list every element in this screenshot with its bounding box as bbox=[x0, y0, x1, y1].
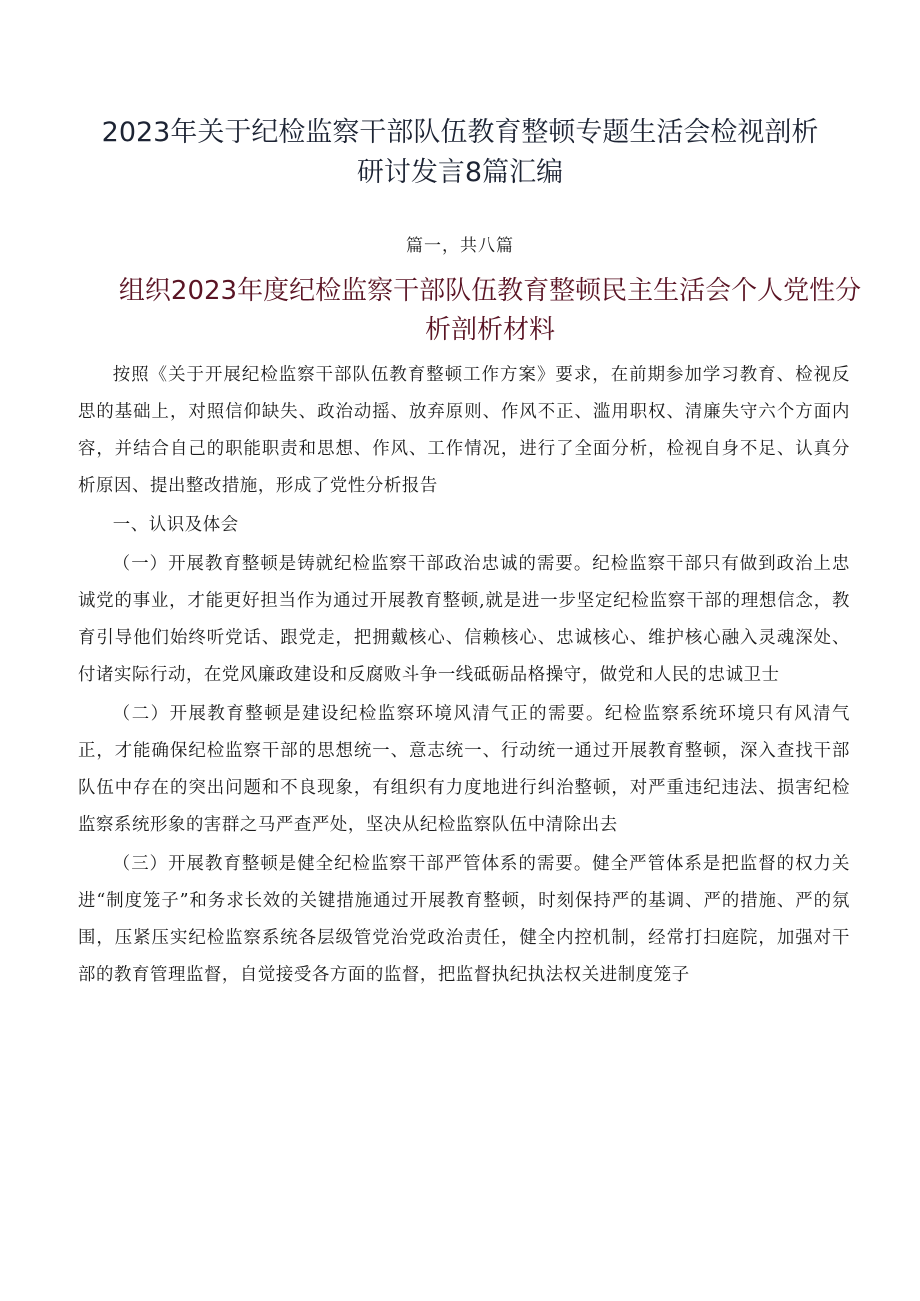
document-title: 2023年关于纪检监察干部队伍教育整顿专题生活会检视剖析研讨发言8篇汇编 bbox=[101, 117, 819, 188]
body-paragraph: （三）开展教育整顿是健全纪检监察干部严管体系的需要。健全严管体系是把监督的权力关进“制度笼子”和务求长效的关键措施通过开展教育整顿，时刻保持严的基调、严的措施、严的氛围，压紧压实纪检监察系统各层级管党治党政治责任，健全内控机制，经常打扫庭院，加强对干部的教育管理监督，自觉接受各方面的监督，把监督执纪执法权关进制度笼子 bbox=[78, 854, 850, 985]
document-body bbox=[78, 357, 850, 994]
article-title: 组织2023年度纪检监察干部队伍教育整顿民主生活会个人党性分析剖析材料 bbox=[118, 276, 862, 345]
body-paragraph: （一）开展教育整顿是铸就纪检监察干部政治忠诚的需要。纪检监察干部只有做到政治上忠诚党的事业，才能更好担当作为通过开展教育整顿,就是进一步坚定纪检监察干部的理想信念，教育引导他们始终听党话、跟党走，把拥戴核心、信赖核心、忠诚核心、维护核心融入灵魂深处、付诸实际行动，在党风廉政建设和反腐败斗争一线砥砺品格操守，做党和人民的忠诚卫士 bbox=[78, 554, 850, 685]
section-heading: 一、认识及体会 bbox=[112, 515, 239, 535]
section-label: 篇一，共八篇 bbox=[406, 236, 514, 256]
body-paragraph: （二）开展教育整顿是建设纪检监察环境风清气正的需要。纪检监察系统环境只有风清气正，才能确保纪检监察干部的思想统一、意志统一、行动统一通过开展教育整顿，深入查找干部队伍中存在的突出问题和不良现象，有组织有力度地进行纠治整顿，对严重违纪违法、损害纪检监察系统形象的害群之马严查严处，坚决从纪检监察队伍中清除出去 bbox=[78, 704, 850, 835]
intro-paragraph: 按照《关于开展纪检监察干部队伍教育整顿工作方案》要求，在前期参加学习教育、检视反思的基础上，对照信仰缺失、政治动摇、放弃原则、作风不正、滥用职权、清廉失守六个方面内容，并结合自己的职能职责和思想、作风、工作情况，进行了全面分析，检视自身不足、认真分析原因、提出整改措施，形成了党性分析报告 bbox=[78, 365, 850, 496]
